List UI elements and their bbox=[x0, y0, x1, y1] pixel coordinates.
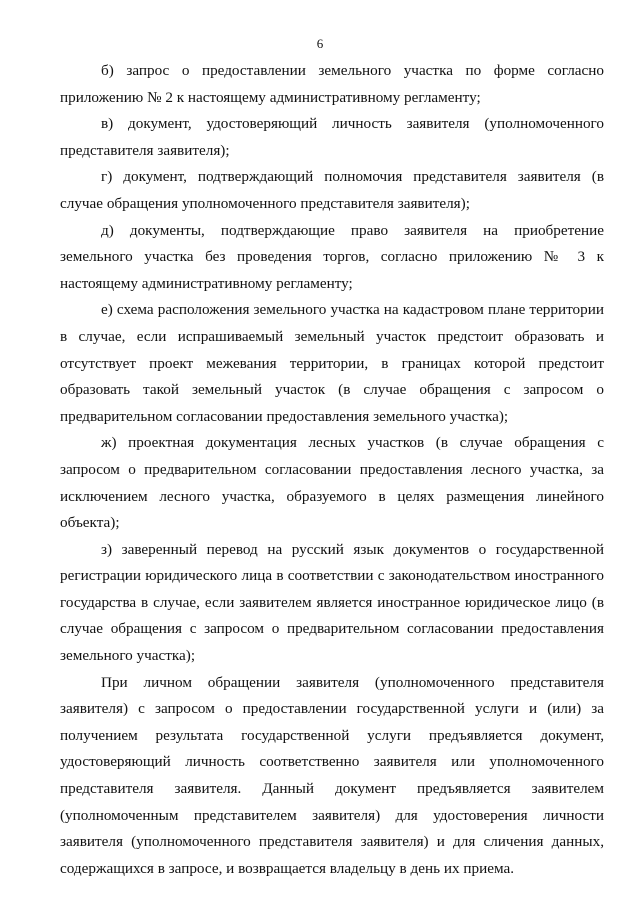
paragraph-e: е) схема расположения земельного участка на кадастровом плане территории в случае, если испрашиваемый земельный участок предстоит образовать и отсутствует проект межевания территории, в границах которой предстоит образовать такой земельный участок (в случае обращения с запросом о предварительном согласовании предоставления земельного участка); bbox=[60, 301, 604, 425]
page-number: 6 bbox=[316, 36, 324, 51]
document-body bbox=[60, 58, 604, 882]
paragraph-v: в) документ, удостоверяющий личность заявителя (уполномоченного представителя заявителя); bbox=[60, 115, 604, 159]
paragraph-b: б) запрос о предоставлении земельного участка по форме согласно приложению № 2 к настоящему административному регламенту; bbox=[60, 62, 604, 106]
paragraph-z: з) заверенный перевод на русский язык документов о государственной регистрации юридического лица в соответствии с законодательством иностранного государства в случае, если заявителем является иностранное юридическое лицо (в случае обращения с запросом о предварительном согласовании предоставления земельного участка); bbox=[60, 540, 604, 665]
paragraph-zh: ж) проектная документация лесных участков (в случае обращения с запросом о предварительном согласовании предоставления лесного участка, за исключением лесного участка, образуемого в целях размещения линейного объекта); bbox=[60, 434, 604, 532]
paragraph-personal-appeal: При личном обращении заявителя (уполномоченного представителя заявителя) с запросом о предоставлении государственной услуги и (или) за получением результата государственной услуги предъявляется документ, удостоверяющий личность соответственно заявителя или уполномоченного представителя заявителя. Данный документ предъявляется заявителем (уполномоченным представителем заявителя) для удостоверения личности заявителя (уполномоченного представителя заявителя) и для сличения данных, содержащихся в запросе, и возвращается владельцу в день их приема. bbox=[60, 673, 604, 877]
paragraph-d: д) документы, подтверждающие право заявителя на приобретение земельного участка без проведения торгов, согласно приложению № 3 к настоящему административному регламенту; bbox=[60, 221, 604, 292]
paragraph-g: г) документ, подтверждающий полномочия представителя заявителя (в случае обращения уполномоченного представителя заявителя); bbox=[60, 168, 604, 212]
